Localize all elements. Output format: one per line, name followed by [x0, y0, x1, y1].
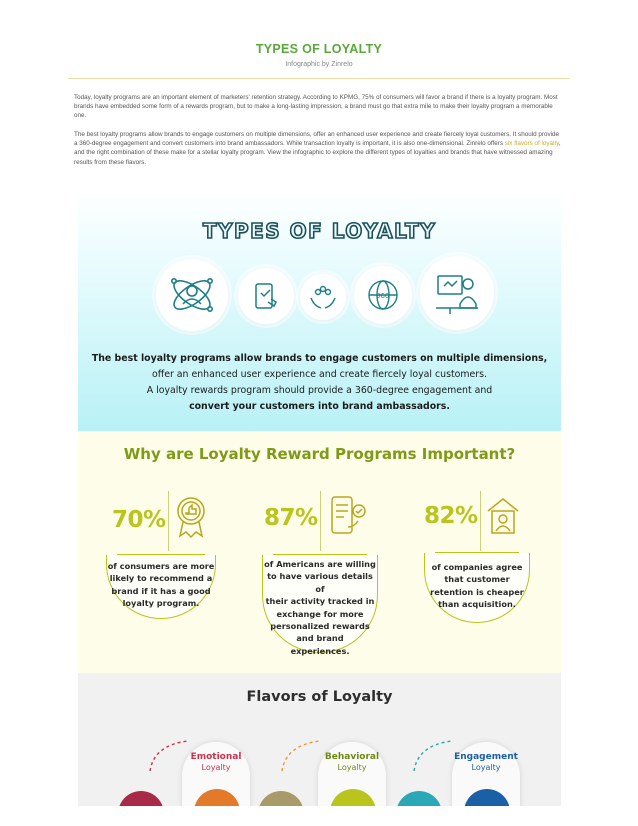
flavors-title: Flavors of Loyalty — [246, 689, 393, 705]
stat-line: exchange for more — [276, 608, 364, 619]
stat-description — [106, 555, 216, 619]
importance-section — [78, 431, 561, 673]
stat-card-82 — [418, 491, 561, 671]
title-divider — [68, 78, 570, 79]
stat-line: their activity tracked in — [265, 596, 375, 607]
stat-card-87 — [256, 491, 416, 671]
flavor-sub-emotional: Loyalty — [201, 763, 231, 772]
statement-line-2: offer an enhanced user experience and create fiercely loyal customers. — [152, 369, 487, 380]
icon-row — [78, 252, 561, 332]
flavor-name-engagement: Engagement — [454, 752, 518, 762]
statement-line-1: The best loyalty programs allow brands to engage customers on multiple dimensions, — [91, 353, 548, 364]
phone-tracking-icon — [326, 493, 370, 546]
stat-line: brand if it has a good — [111, 585, 211, 596]
stat-description — [262, 555, 378, 656]
flavor-sub-engagement: Loyalty — [471, 763, 501, 772]
mobile-touch-icon — [238, 268, 294, 324]
stat-line: than acquisition. — [438, 599, 516, 610]
intro-p2-text-a: The best loyalty programs allow brands to engage customers on multiple dimensions, offer an enhanced user experience and create fiercely loyal customers. It should provide a 360-degree engagement and convert customers into brand ambassadors. While transaction loyalty is important, it is also one-dimensional. Zinrelo offers — [74, 131, 560, 148]
flavor-name-behavioral: Behavioral — [324, 752, 380, 762]
flavor-name-emotional: Emotional — [190, 752, 242, 762]
infographic — [78, 188, 561, 806]
stat-line: experiences. — [290, 645, 350, 656]
stat-line: personalized rewards — [270, 621, 370, 632]
statement-line-3: A loyalty rewards program should provide a 360-degree engagement and — [146, 385, 493, 396]
stat-line: and brand — [296, 633, 344, 644]
stat-line: of consumers are more — [107, 561, 215, 571]
stat-line: loyalty program. — [122, 598, 200, 609]
hands-community-icon — [300, 274, 346, 320]
stat-description — [424, 553, 530, 623]
infographic-title: TYPES OF LOYALTY — [202, 219, 437, 243]
behavioral-dash-arrow — [278, 735, 322, 775]
stat-percent: 87% — [264, 505, 318, 531]
stat-percent: 82% — [424, 503, 478, 529]
stat-line: to have various details of — [267, 571, 373, 594]
thumbs-up-badge-icon — [174, 495, 208, 544]
customer-house-icon — [484, 495, 522, 544]
importance-title: Why are Loyalty Reward Programs Important? — [123, 445, 516, 463]
flavor-circle-5 — [396, 791, 442, 806]
stat-percent: 70% — [112, 507, 166, 533]
types-of-loyalty-section — [78, 188, 561, 431]
stat-line: of companies agree — [431, 562, 523, 572]
intro-p2-text-b: , and the right combination of these make for a stellar loyalty program. View the infographic to explore the different types of loyalties and brands that have witnessed amazing results from these flavors. — [74, 140, 561, 166]
svg-text:360: 360 — [376, 292, 390, 300]
statement-line-4: convert your customers into brand ambassadors. — [189, 401, 450, 412]
stat-line: of Americans are willing — [264, 559, 376, 569]
flavor-sub-behavioral: Loyalty — [337, 763, 367, 772]
intro-paragraph-2 — [74, 130, 564, 167]
stat-line: that customer — [444, 574, 510, 585]
stat-card-70 — [106, 491, 266, 671]
six-flavors-link[interactable]: six flavors of loyalty — [504, 140, 559, 148]
intro-paragraph-1: Today, loyalty programs are an important element of marketers' retention strategy. According to KPMG, 75% of consumers will favor a brand if there is a loyalty program. Most brands have embedded some form of a rewards program, but to make a long-lasting impression, a brand must go that extra mile to make their loyalty program a memorable one. — [74, 94, 558, 120]
page-title: TYPES OF LOYALTY — [255, 42, 383, 56]
stat-line: retention is cheaper — [430, 586, 524, 597]
engagement-orbit-icon — [156, 259, 228, 331]
intro-statement — [78, 351, 561, 415]
flavor-circle-3 — [258, 791, 304, 806]
stat-divider — [480, 491, 481, 551]
stat-divider — [320, 491, 321, 551]
flavors-section — [78, 673, 561, 806]
globe-360-icon — [354, 266, 412, 324]
stat-line: likely to recommend a — [109, 573, 213, 584]
engagement-dash-arrow — [410, 735, 454, 775]
page-subtitle: Infographic by Zinrelo — [285, 61, 353, 68]
stat-divider — [168, 491, 169, 551]
person-presentation-icon — [420, 256, 494, 330]
flavor-circle-1 — [118, 791, 164, 806]
